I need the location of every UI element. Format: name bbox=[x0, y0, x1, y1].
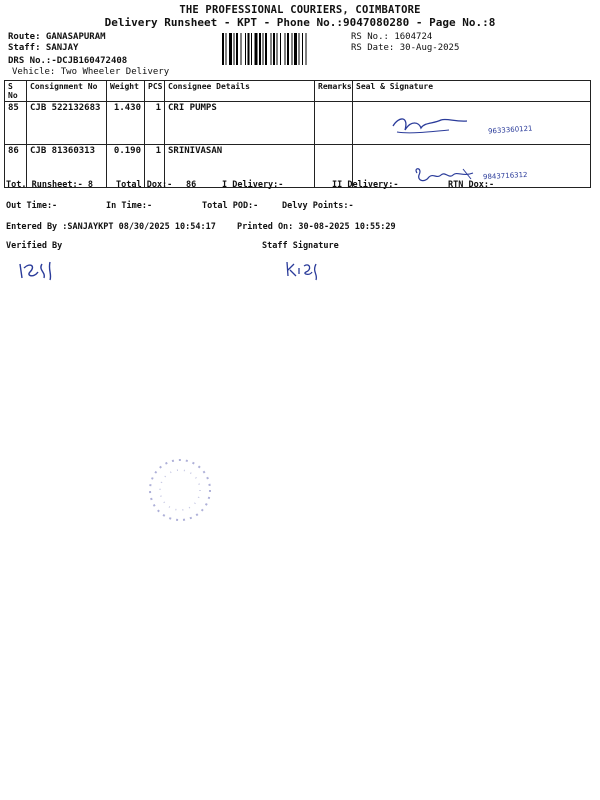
ii-delivery: II Delivery:- bbox=[332, 180, 399, 190]
vehicle-label: Vehicle: Two Wheeler Delivery bbox=[12, 67, 170, 77]
table-row bbox=[5, 102, 591, 145]
staff-label: Staff: SANJAY bbox=[8, 43, 79, 53]
out-time: Out Time:- bbox=[6, 201, 58, 211]
total-dox-value: 86 bbox=[186, 180, 197, 190]
drs-no-label: DRS No.:-DCJB160472408 bbox=[8, 56, 128, 66]
printed-on: Printed On: 30-08-2025 10:55:29 bbox=[237, 222, 396, 232]
col-remarks: Remarks bbox=[315, 81, 353, 102]
rtn-dox: RTN Dox:- bbox=[448, 180, 495, 190]
route-label: Route: GANASAPURAM bbox=[8, 32, 106, 42]
total-dox-label: Total Dox:- bbox=[116, 180, 173, 190]
faint-stamp bbox=[140, 450, 220, 530]
total-pod: Total POD:- bbox=[202, 201, 259, 211]
signature-1 bbox=[389, 112, 479, 140]
rs-no-label: RS No.: 1604724 bbox=[351, 32, 433, 42]
cell-consignment: CJB 522132683 bbox=[27, 102, 107, 145]
cell-consignee: CRI PUMPS bbox=[165, 102, 315, 145]
verified-by-label: Verified By bbox=[6, 241, 63, 251]
staff-signature-label: Staff Signature bbox=[262, 241, 339, 251]
cell-sno: 85 bbox=[5, 102, 27, 145]
cell-remarks bbox=[315, 102, 353, 145]
verified-signature bbox=[16, 258, 62, 284]
col-pcs: PCS bbox=[145, 81, 165, 102]
cell-consignment: CJB 81360313 bbox=[27, 145, 107, 188]
cell-pcs: 1 bbox=[145, 102, 165, 145]
tot-runsheet: Tot. Runsheet:- 8 bbox=[6, 180, 93, 190]
entered-by: Entered By :SANJAYKPT 08/30/2025 10:54:17 bbox=[6, 222, 216, 232]
staff-signature bbox=[284, 258, 324, 282]
cell-sno: 86 bbox=[5, 145, 27, 188]
barcode-image bbox=[222, 33, 348, 65]
cell-signature bbox=[353, 102, 591, 145]
runsheet-subtitle: Delivery Runsheet - KPT - Phone No.:9047080280 - Page No.:8 bbox=[104, 16, 496, 29]
col-consignment: Consignment No bbox=[27, 81, 107, 102]
cell-weight: 0.190 bbox=[107, 145, 145, 188]
company-title: THE PROFESSIONAL COURIERS, COIMBATORE bbox=[179, 4, 421, 16]
signature-1-phone: 9633360121 bbox=[487, 124, 533, 136]
signature-2-phone: 9843716312 bbox=[482, 170, 528, 182]
delvy-points: Delvy Points:- bbox=[282, 201, 354, 211]
cell-consignee: SRINIVASAN bbox=[165, 145, 315, 188]
col-seal-signature: Seal & Signature bbox=[353, 81, 591, 102]
rs-date-label: RS Date: 30-Aug-2025 bbox=[351, 43, 460, 53]
col-weight: Weight bbox=[107, 81, 145, 102]
col-sno: S No bbox=[5, 81, 27, 102]
table-header-row bbox=[5, 81, 591, 102]
in-time: In Time:- bbox=[106, 201, 153, 211]
i-delivery: I Delivery:- bbox=[222, 180, 284, 190]
col-consignee: Consignee Details bbox=[165, 81, 315, 102]
runsheet-table bbox=[4, 80, 591, 188]
cell-weight: 1.430 bbox=[107, 102, 145, 145]
cell-pcs: 1 bbox=[145, 145, 165, 188]
